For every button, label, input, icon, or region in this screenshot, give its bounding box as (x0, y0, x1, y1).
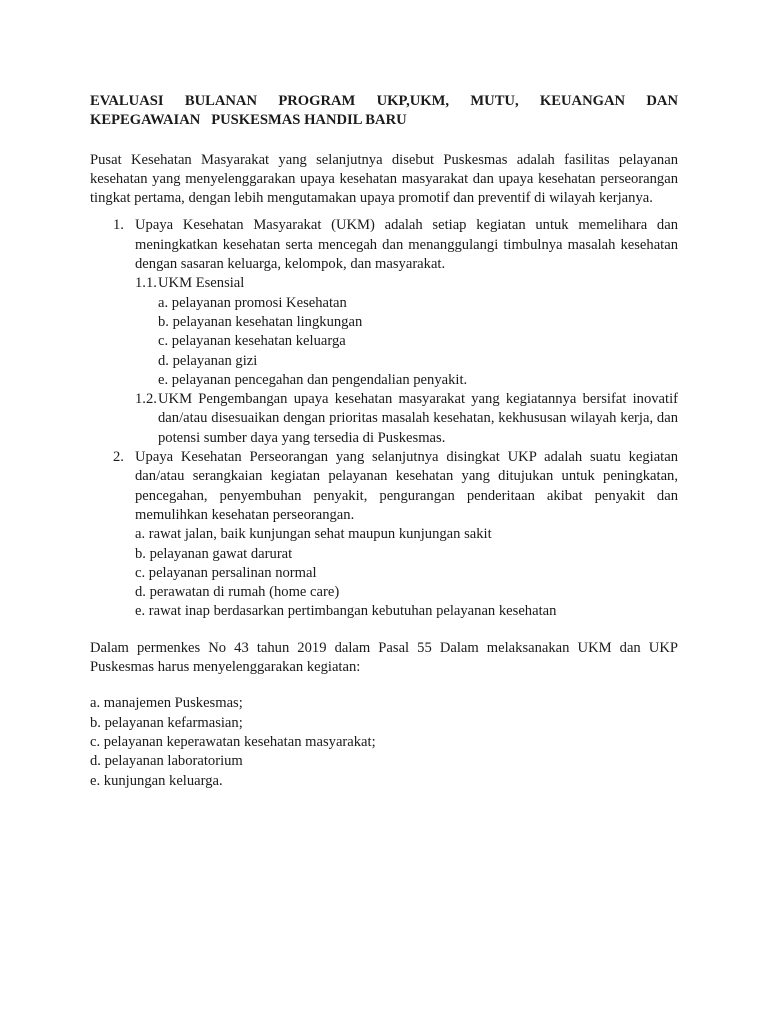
list-number: 1. (113, 217, 124, 234)
list-item: a. manajemen Puskesmas; (90, 695, 243, 712)
title-line-1: EVALUASI BULANAN PROGRAM UKP,UKM, MUTU, KEUANGAN DAN (90, 93, 678, 109)
list-number: 2. (113, 449, 124, 466)
list-item: c. pelayanan kesehatan keluarga (158, 333, 346, 350)
list-item: e. kunjungan keluarga. (90, 772, 223, 789)
list-item: b. pelayanan kefarmasian; (90, 714, 243, 731)
list-item: a. pelayanan promosi Kesehatan (158, 294, 347, 311)
title-line-2: KEPEGAWAIAN PUSKESMAS HANDIL BARU (90, 112, 407, 129)
list-item: e. pelayanan pencegahan dan pengendalian penyakit. (158, 371, 468, 388)
permenkes-paragraph: Dalam permenkes No 43 tahun 2019 dalam Pasal 55 Dalam melaksanakan UKM dan UKP Puskesmas harus menyelenggarakan kegiatan: (90, 639, 678, 676)
list-item: e. rawat inap berdasarkan pertimbangan kebutuhan pelayanan kesehatan (135, 603, 557, 620)
list-item-ukp (90, 448, 678, 622)
list-item: a. rawat jalan, baik kunjungan sehat maupun kunjungan sakit (135, 526, 492, 543)
intro-paragraph: Pusat Kesehatan Masyarakat yang selanjutnya disebut Puskesmas adalah fasilitas pelayanan kesehatan yang menyelenggarakan upaya kesehatan masyarakat dan upaya kesehatan perseorangan tingkat pertama, dengan lebih mengutamakan upaya promotif dan preventif di wilayah kerjanya. (90, 151, 678, 207)
document-title (90, 92, 678, 131)
list-item: c. pelayanan keperawatan kesehatan masyarakat; (90, 733, 376, 750)
sublist-number: 1.1. (135, 275, 157, 292)
list-item: b. pelayanan gawat darurat (135, 545, 293, 562)
document-content (90, 92, 678, 791)
sublist-item-ukm-pengembangan (90, 390, 678, 448)
list-item: d. pelayanan laboratorium (90, 753, 243, 770)
ukp-definition: Upaya Kesehatan Perseorangan yang selanjutnya disingkat UKP adalah suatu kegiatan dan/atau serangkaian kegiatan pelayanan kesehatan yang ditujukan untuk peningkatan, pencegahan, penyembuhan penyakit, pengurangan penderitaan akibat penyakit dan memulihkan kesehatan perseorangan. (135, 449, 678, 523)
kegiatan-list (90, 694, 678, 790)
ukm-esensial-list (90, 294, 678, 390)
ukm-esensial-title: UKM Esensial (158, 275, 245, 292)
list-item: b. pelayanan kesehatan lingkungan (158, 313, 363, 330)
main-list (90, 216, 678, 621)
list-item: d. perawatan di rumah (home care) (135, 584, 340, 601)
ukp-list (135, 525, 678, 621)
ukm-pengembangan-text: UKM Pengembangan upaya kesehatan masyarakat yang kegiatannya bersifat inovatif dan/atau disesuaikan dengan prioritas masalah kesehatan, kekhususan wilayah kerja, dan potensi sumber daya yang tersedia di Puskesmas. (158, 391, 678, 446)
sublist-item-ukm-esensial (90, 274, 678, 293)
ukm-definition: Upaya Kesehatan Masyarakat (UKM) adalah setiap kegiatan untuk memelihara dan meningkatkan kesehatan serta mencegah dan menanggulangi timbulnya masalah kesehatan dengan sasaran keluarga, kelompok, dan masyarakat. (135, 217, 678, 273)
list-item-ukm (90, 216, 678, 448)
list-item: d. pelayanan gizi (158, 352, 258, 369)
list-item: c. pelayanan persalinan normal (135, 564, 317, 581)
sublist-number: 1.2. (135, 391, 157, 408)
